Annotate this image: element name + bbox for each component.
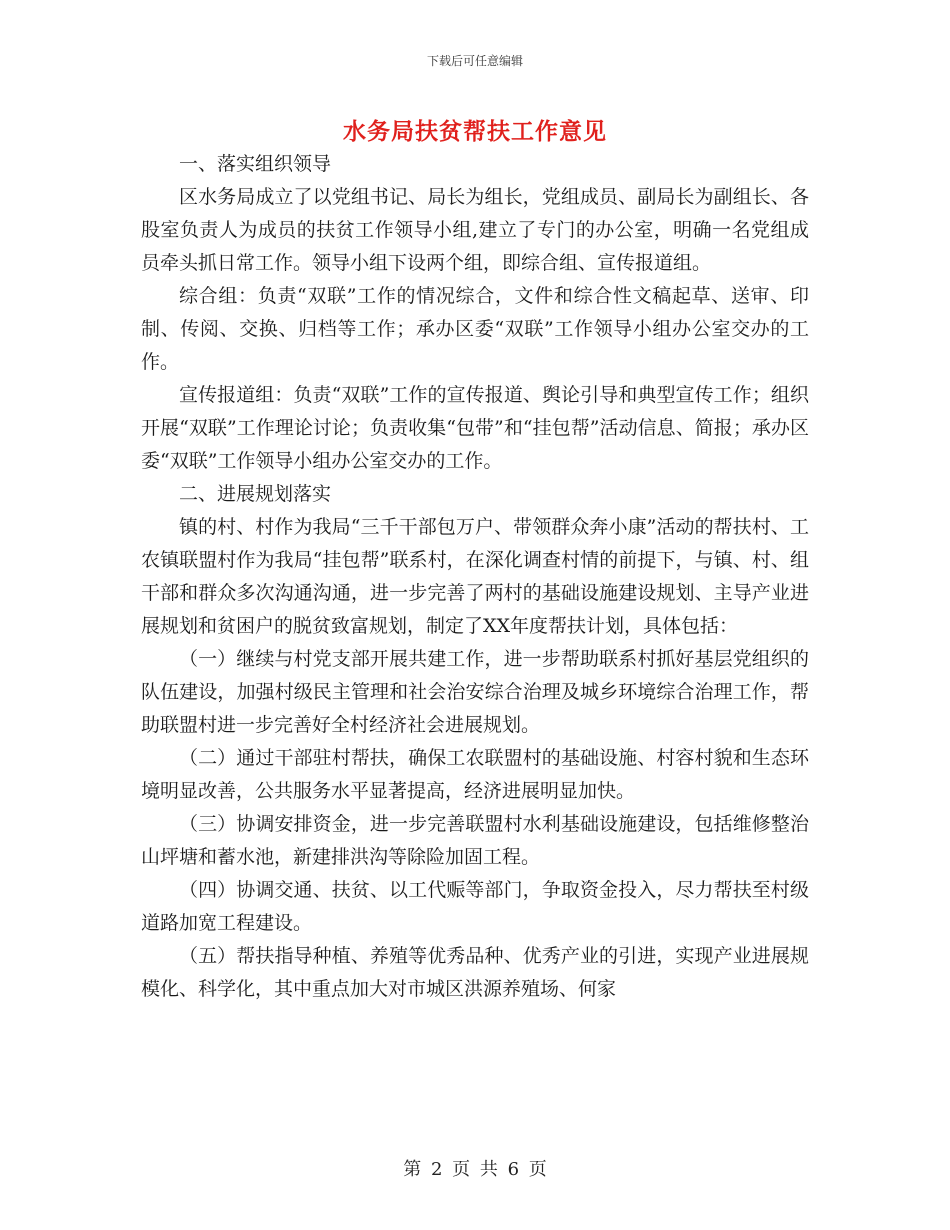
document-title: 水务局扶贫帮扶工作意见	[343, 118, 607, 145]
paragraph: 区水务局成立了以党组书记、局长为组长，党组成员、副局长为副组长、各股室负责人为成员的扶贫工作领导小组,建立了专门的办公室，明确一名党组成员牵头抓日常工作。领导小组下设两个组，即综合组、宣传报道组。	[141, 186, 809, 274]
list-item: （五）帮扶指导种植、养殖等优秀品种、优秀产业的引进，实现产业进展规模化、科学化，其中重点加大对市城区洪源养殖场、何家	[141, 945, 809, 1000]
list-item: （四）协调交通、扶贫、以工代赈等部门，争取资金投入，尽力帮扶至村级道路加宽工程建设。	[141, 879, 809, 934]
paragraph: 综合组：负责“双联”工作的情况综合，文件和综合性文稿起草、送审、印制、传阅、交换、归档等工作；承办区委“双联”工作领导小组办公室交办的工作。	[141, 285, 809, 373]
list-item: （一）继续与村党支部开展共建工作，进一步帮助联系村抓好基层党组织的队伍建设，加强村级民主管理和社会治安综合治理及城乡环境综合治理工作，帮助联盟村进一步完善好全村经济社会进展规划。	[141, 648, 809, 736]
page-footer: 第 2 页 共 6 页	[403, 1159, 547, 1180]
section-heading-1: 一、落实组织领导	[179, 153, 332, 175]
paragraph: 宣传报道组：负责“双联”工作的宣传报道、舆论引导和典型宣传工作；组织开展“双联”工作理论讨论；负责收集“包带”和“挂包帮”活动信息、简报；承办区委“双联”工作领导小组办公室交办的工作。	[141, 384, 809, 472]
document-body	[141, 148, 809, 1006]
paragraph: 镇的村、村作为我局“三千干部包万户、带领群众奔小康”活动的帮扶村、工农镇联盟村作为我局“挂包帮”联系村，在深化调查村情的前提下，与镇、村、组干部和群众多次沟通沟通，进一步完善了两村的基础设施建设规划、主导产业进展规划和贫困户的脱贫致富规划，制定了XX年度帮扶计划，具体包括：	[141, 516, 809, 637]
header-note: 下载后可任意编辑	[426, 54, 523, 68]
list-item: （二）通过干部驻村帮扶，确保工农联盟村的基础设施、村容村貌和生态环境明显改善，公共服务水平显著提高，经济进展明显加快。	[141, 747, 809, 802]
section-heading-2: 二、进展规划落实	[179, 483, 332, 505]
list-item: （三）协调安排资金，进一步完善联盟村水利基础设施建设，包括维修整治山坪塘和蓄水池，新建排洪沟等除险加固工程。	[141, 813, 809, 868]
